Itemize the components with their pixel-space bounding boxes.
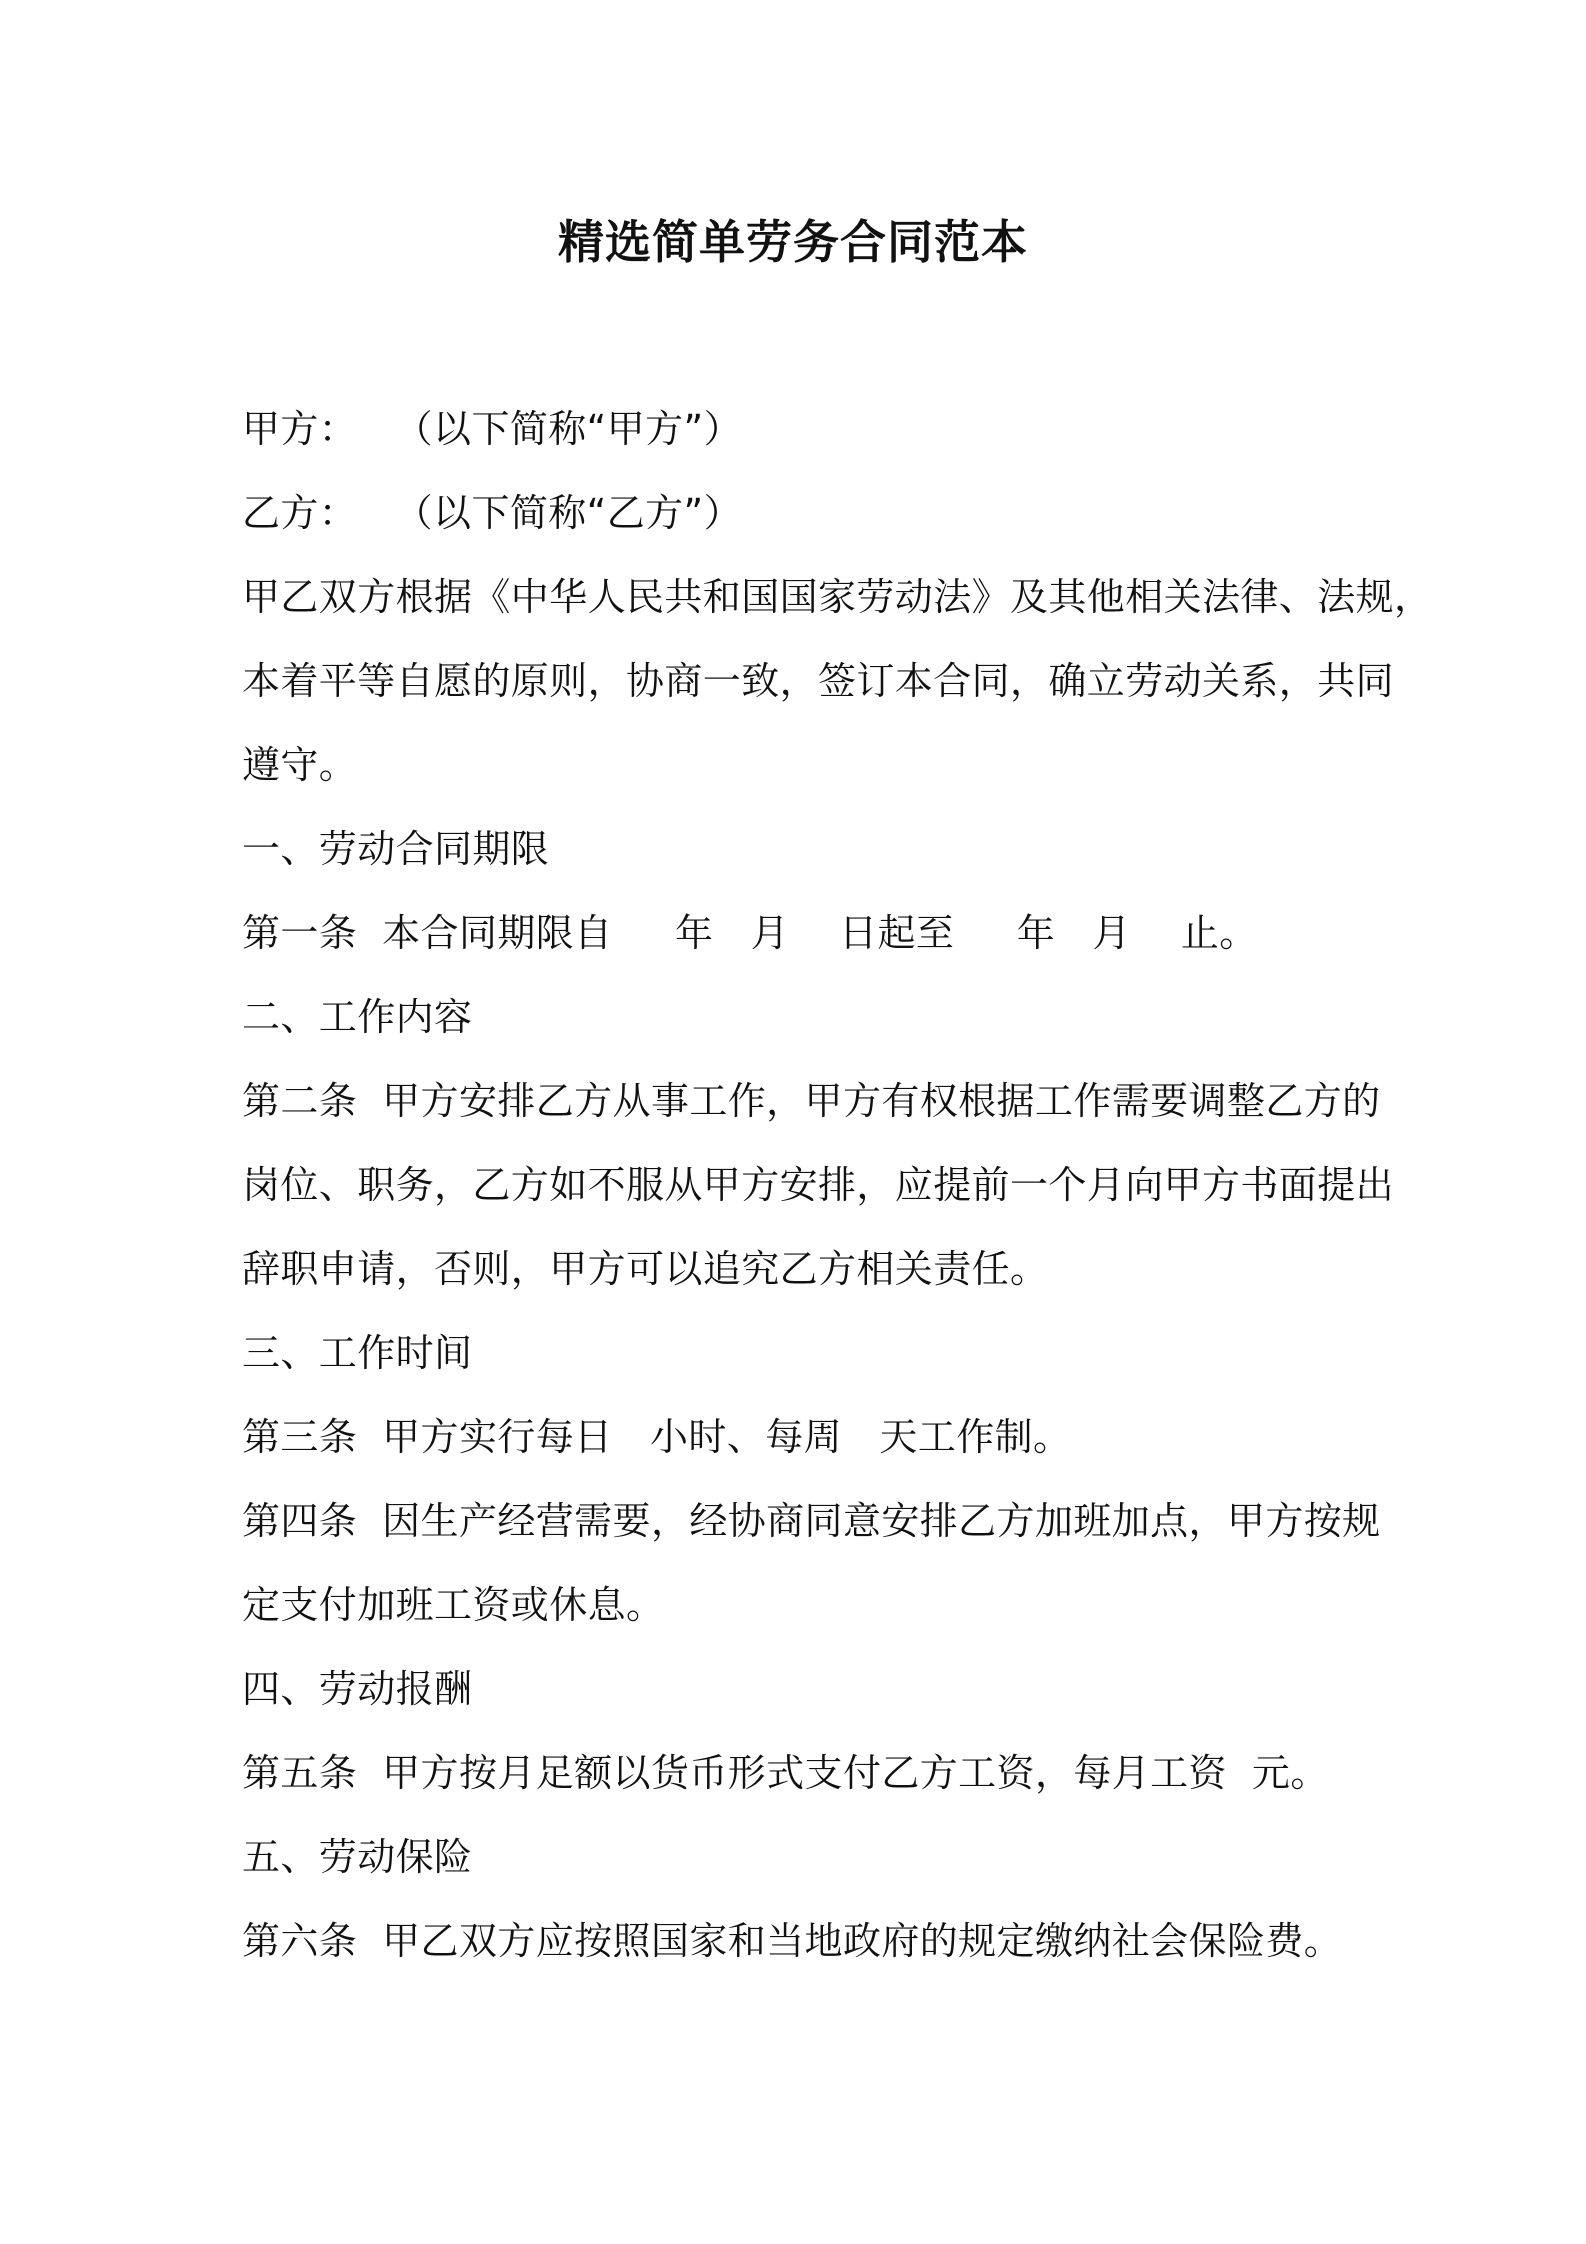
preamble-line-3: 遵守。: [242, 743, 358, 787]
section-heading-5: 五、劳动保险: [242, 1835, 473, 1879]
article-4-line-1: 第四条 因生产经营需要，经协商同意安排乙方加班加点，甲方按规: [242, 1499, 1381, 1543]
preamble-line-1: 甲乙双方根据《中华人民共和国国家劳动法》及其他相关法律、法规，: [242, 575, 1433, 619]
article-2-line-3: 辞职申请，否则，甲方可以追究乙方相关责任。: [242, 1247, 1049, 1291]
section-heading-2: 二、工作内容: [242, 995, 473, 1039]
article-3-line: 第三条 甲方实行每日 小时、每周 天工作制。: [242, 1415, 1072, 1459]
article-1-line: 第一条 本合同期限自 年 月 日起至 年 月 止。: [242, 911, 1258, 955]
section-heading-4: 四、劳动报酬: [242, 1667, 473, 1711]
party-b-line: 乙方： （以下简称“乙方”）: [242, 491, 743, 535]
party-a-line: 甲方： （以下简称“甲方”）: [242, 407, 743, 451]
article-5-line: 第五条 甲方按月足额以货币形式支付乙方工资，每月工资 元。: [242, 1751, 1329, 1795]
article-6-line: 第六条 甲乙双方应按照国家和当地政府的规定缴纳社会保险费。: [242, 1919, 1343, 1963]
article-2-line-1: 第二条 甲方安排乙方从事工作，甲方有权根据工作需要调整乙方的: [242, 1079, 1381, 1123]
article-4-line-2: 定支付加班工资或休息。: [242, 1583, 665, 1627]
document-title: 精选简单劳务合同范本: [558, 215, 1028, 269]
section-heading-3: 三、工作时间: [242, 1331, 473, 1375]
preamble-line-2: 本着平等自愿的原则，协商一致，签订本合同，确立劳动关系，共同: [242, 659, 1395, 703]
article-2-line-2: 岗位、职务，乙方如不服从甲方安排，应提前一个月向甲方书面提出: [242, 1163, 1395, 1207]
section-heading-1: 一、劳动合同期限: [242, 827, 550, 871]
